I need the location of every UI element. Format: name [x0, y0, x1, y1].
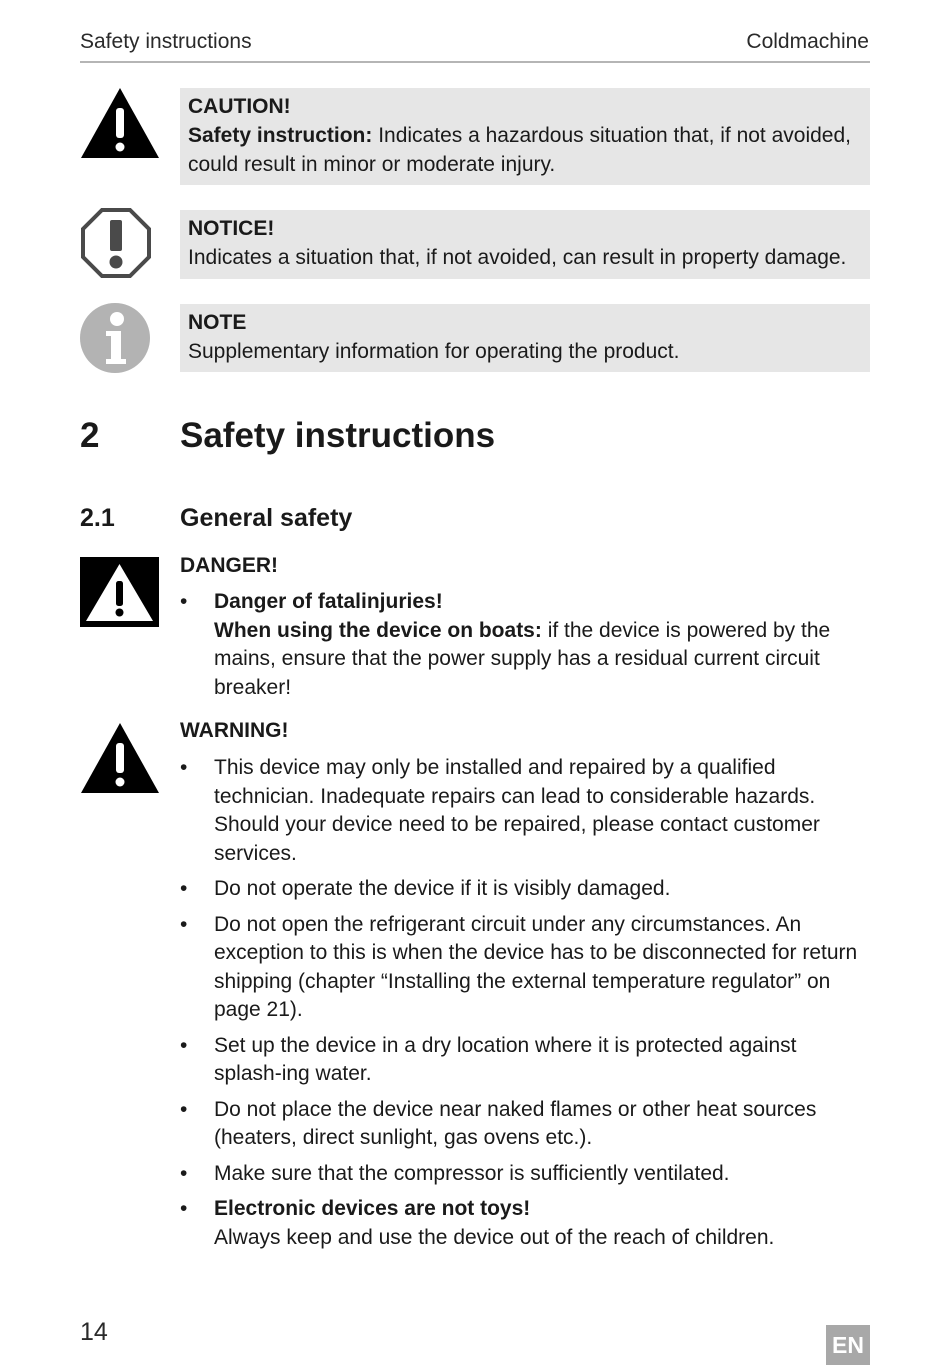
caution-body: Indicates a hazardous situation that, if not avoided, could result in minor or moderate injury. — [188, 124, 852, 176]
list-item — [180, 1195, 870, 1252]
chapter-number: 2 — [80, 416, 100, 455]
danger-list — [180, 588, 870, 709]
list-item — [180, 1032, 870, 1089]
header-section-title: Safety instructions — [80, 30, 252, 53]
warning-last-heading: Electronic devices are not toys! — [214, 1197, 531, 1220]
caution-warning-triangle-icon — [80, 86, 160, 166]
info-icon — [80, 302, 160, 376]
list-item — [180, 911, 870, 1025]
caution-explanation-box — [180, 88, 870, 185]
warning-item-text: Do not place the device near naked flames or other heat sources (heaters, direct sunlight, gas ovens etc.). — [214, 1097, 817, 1149]
warning-item-text: Make sure that the compressor is sufficiently ventilated. — [214, 1161, 730, 1185]
list-item — [180, 588, 870, 702]
caution-lead: Safety instruction: — [188, 124, 373, 147]
warning-label: WARNING! — [180, 719, 289, 742]
bullet-icon: • — [180, 1033, 188, 1057]
danger-item-lead: When using the device on boats: — [214, 618, 542, 642]
danger-warning-triangle-icon — [80, 557, 159, 627]
notice-explanation-box — [180, 210, 870, 279]
warning-item-text: Do not open the refrigerant circuit under any circumstances. An exception to this is when the device has to be disconnected for return shipping (chapter “Installing the external temperature regulator” on page 21). — [214, 912, 858, 1021]
warning-last-text: Always keep and use the device out of the reach of children. — [214, 1225, 775, 1249]
bullet-icon: • — [180, 590, 188, 613]
list-item — [180, 1096, 870, 1153]
warning-list — [180, 754, 870, 1259]
note-text: Supplementary information for operating the product. — [188, 340, 680, 363]
note-explanation-box — [180, 304, 870, 372]
note-title: NOTE — [188, 311, 247, 334]
list-item — [180, 1160, 870, 1189]
notice-octagon-exclamation-icon — [80, 207, 160, 281]
warning-item-text: Do not operate the device if it is visibly damaged. — [214, 877, 671, 900]
warning-item-text: This device may only be installed and repaired by a qualified technician. Inadequate repairs can lead to considerable hazards. Should your device need to be repaired, please contact customer services. — [214, 756, 820, 865]
warning-item-text: Set up the device in a dry location where it is protected against splash-ing water. — [214, 1033, 797, 1085]
bullet-icon: • — [180, 1197, 188, 1220]
danger-item-text: if the device is powered by the mains, ensure that the power supply has a residual current circuit breaker! — [214, 618, 831, 699]
caution-title: CAUTION! — [188, 95, 291, 118]
list-item — [180, 754, 870, 868]
bullet-icon: • — [180, 912, 188, 936]
bullet-icon: • — [180, 1161, 188, 1185]
bullet-icon: • — [180, 756, 188, 779]
list-item — [180, 875, 870, 904]
notice-text: Indicates a situation that, if not avoided, can result in property damage. — [188, 246, 847, 269]
language-tab: EN — [826, 1325, 870, 1365]
bullet-icon: • — [180, 877, 188, 900]
caution-text — [188, 121, 862, 179]
chapter-title: Safety instructions — [180, 416, 496, 455]
warning-triangle-icon — [80, 722, 160, 794]
danger-item-heading: Danger of fatalinjuries! — [214, 590, 443, 613]
section-title: General safety — [180, 504, 353, 532]
section-number: 2.1 — [80, 504, 115, 532]
danger-label: DANGER! — [180, 554, 278, 577]
header-divider — [80, 61, 870, 63]
page-number: 14 — [80, 1318, 108, 1346]
notice-title: NOTICE! — [188, 217, 275, 240]
header-product-name: Coldmachine — [746, 30, 869, 53]
bullet-icon: • — [180, 1097, 188, 1121]
